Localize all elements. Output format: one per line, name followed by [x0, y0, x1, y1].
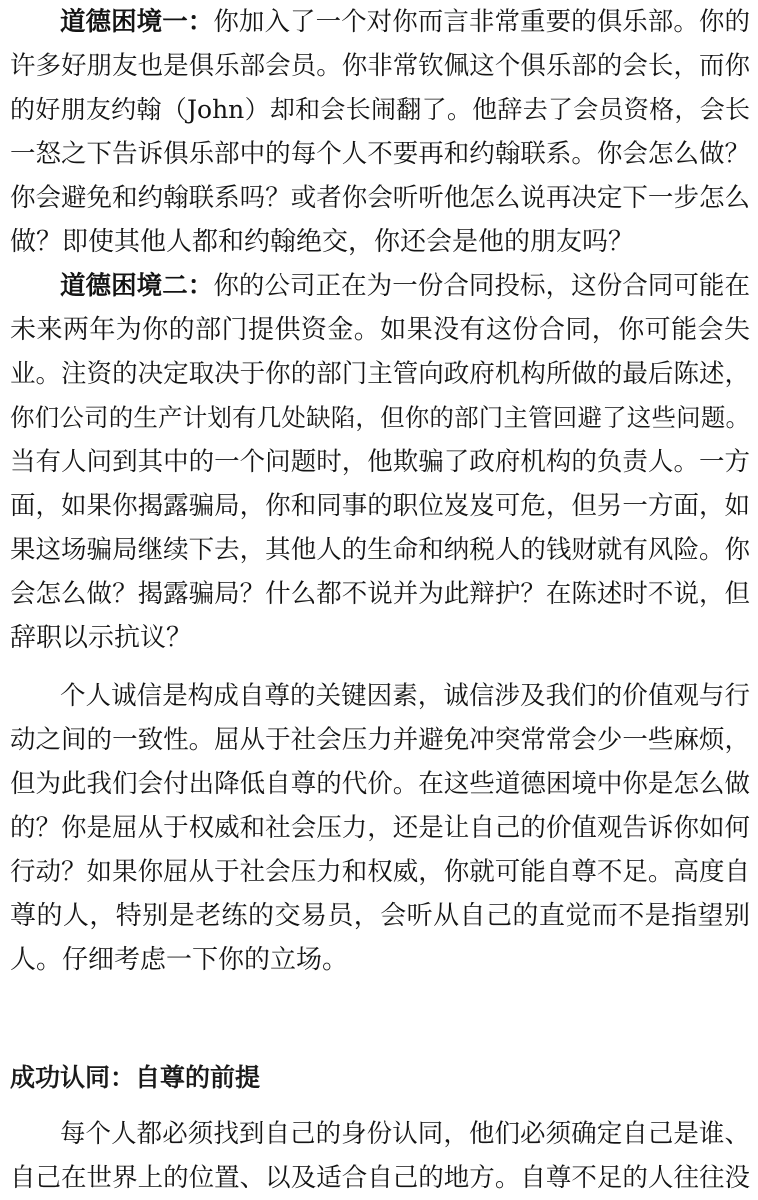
dilemma-two-line-7: 果这场骗局继续下去，其他人的生命和纳税人的钱财就有风险。你 [10, 535, 750, 565]
dilemma-one-line-2: 许多好朋友也是俱乐部会员。你非常钦佩这个俱乐部的会长，而你 [10, 51, 750, 81]
integrity-line-7: 人。仔细考虑一下你的立场。 [10, 945, 349, 975]
dilemma-two-line-4: 你们公司的生产计划有几处缺陷，但你的部门主管回避了这些问题。 [10, 403, 750, 432]
dilemma-two-line-5: 当有人问到其中的一个问题时，他欺骗了政府机构的负责人。一方 [10, 447, 750, 477]
section-heading: 成功认同：自尊的前提 [10, 1063, 261, 1092]
dilemma-two-title: 道德困境二： [60, 271, 214, 301]
integrity-line-1: 个人诚信是构成自尊的关键因素，诚信涉及我们的价值观与行 [60, 681, 750, 711]
integrity-line-2: 动之间的一致性。屈从于社会压力并避免冲突常常会少一些麻烦， [10, 725, 750, 755]
dilemma-two-line-8: 会怎么做？揭露骗局？什么都不说并为此辩护？在陈述时不说，但 [10, 579, 750, 609]
dilemma-one-title: 道德困境一： [60, 7, 214, 37]
dilemma-two-line-1: 道德困境二：你的公司正在为一份合同投标，这份合同可能在 [60, 271, 750, 301]
dilemma-two-line-2: 未来两年为你的部门提供资金。如果没有这份合同，你可能会失 [10, 315, 750, 345]
identity-line-1: 每个人都必须找到自己的身份认同，他们必须确定自己是谁、 [60, 1119, 750, 1149]
identity-line-2: 自己在世界上的位置、以及适合自己的地方。自尊不足的人往往没 [10, 1163, 750, 1193]
dilemma-one-line-1: 道德困境一：你加入了一个对你而言非常重要的俱乐部。你的 [60, 7, 750, 37]
integrity-line-4: 的？你是屈从于权威和社会压力，还是让自己的价值观告诉你如何 [10, 813, 750, 843]
dilemma-two-line-9: 辞职以示抗议？ [10, 623, 193, 653]
integrity-line-3: 但为此我们会付出降低自尊的代价。在这些道德困境中你是怎么做 [10, 769, 750, 799]
dilemma-two-line-6: 面，如果你揭露骗局，你和同事的职位岌岌可危，但另一方面，如 [10, 491, 750, 521]
dilemma-one-line-3: 的好朋友约翰（John）却和会长闹翻了。他辞去了会员资格，会长 [10, 95, 750, 124]
integrity-line-5: 行动？如果你屈从于社会压力和权威，你就可能自尊不足。高度自 [10, 857, 750, 887]
dilemma-one-line-6: 做？即使其他人都和约翰绝交，你还会是他的朋友吗？ [10, 227, 635, 257]
integrity-line-6: 尊的人，特别是老练的交易员，会听从自己的直觉而不是指望别 [10, 901, 750, 931]
dilemma-two-line-3: 业。注资的决定取决于你的部门主管向政府机构所做的最后陈述， [10, 359, 750, 389]
dilemma-one-line-4: 一怒之下告诉俱乐部中的每个人不要再和约翰联系。你会怎么做？ [10, 139, 750, 169]
dilemma-one-line-5: 你会避免和约翰联系吗？或者你会听听他怎么说再决定下一步怎么 [10, 183, 750, 213]
